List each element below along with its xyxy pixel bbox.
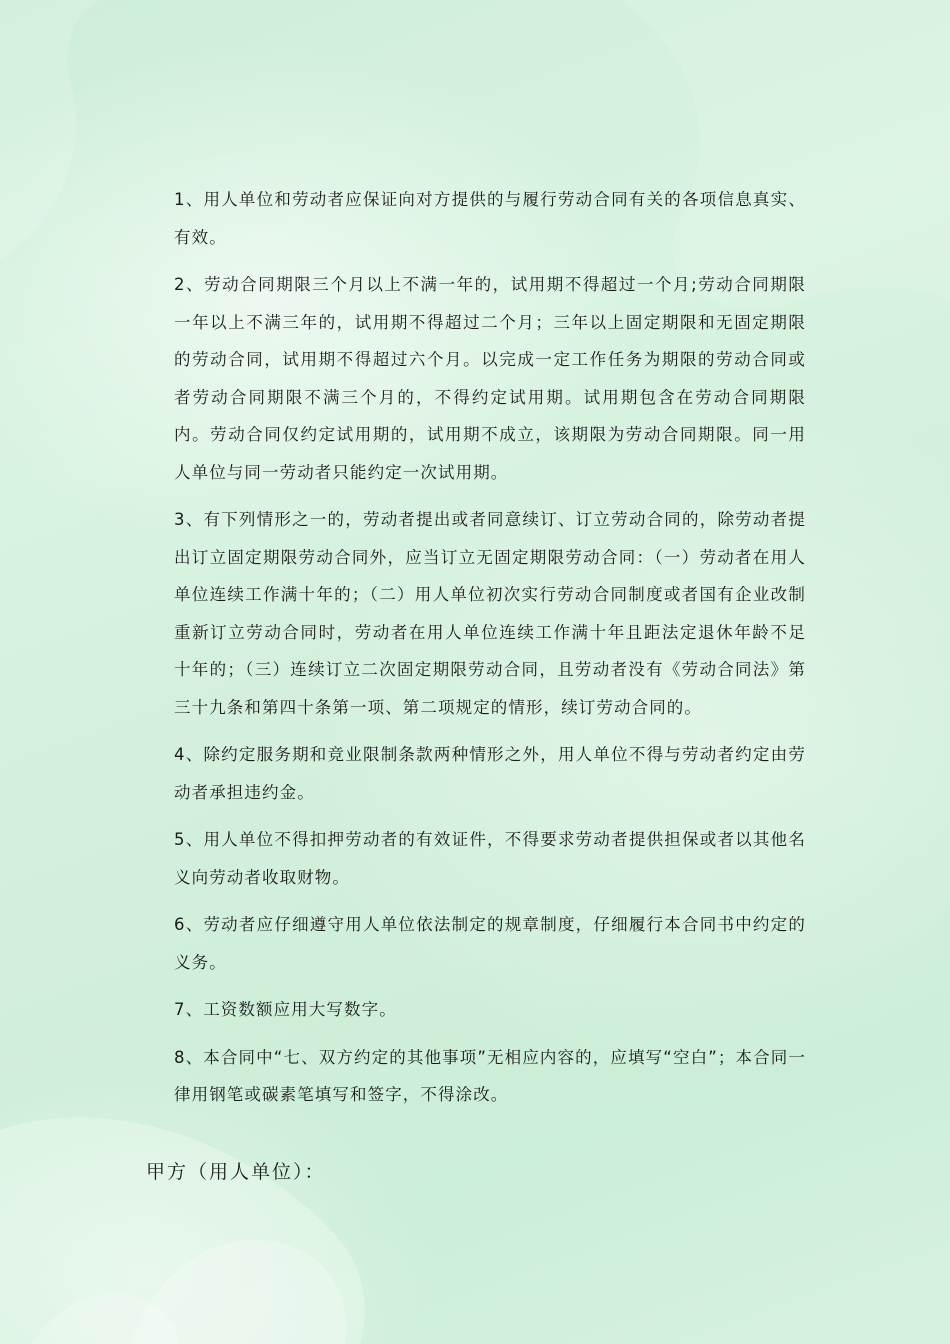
note-item-4: 4、除约定服务期和竞业限制条款两种情形之外，用人单位不得与劳动者约定由劳动者承担违约金。 xyxy=(174,745,806,802)
note-item-2: 2、劳动合同期限三个月以上不满一年的，试用期不得超过一个月;劳动合同期限一年以上不满三年的，试用期不得超过二个月；三年以上固定期限和无固定期限的劳动合同，试用期不得超过六个月。以完成一定工作任务为期限的劳动合同或者劳动合同期限不满三个月的，不得约定试用期。试用期包含在劳动合同期限内。劳动合同仅约定试用期的，试用期不成立，该期限为劳动合同期限。同一用人单位与同一劳动者只能约定一次试用期。 xyxy=(174,275,806,482)
note-item-1: 1、用人单位和劳动者应保证向对方提供的与履行劳动合同有关的各项信息真实、有效。 xyxy=(174,190,806,247)
notes-body xyxy=(174,181,806,1124)
note-item-5: 5、用人单位不得扣押劳动者的有效证件，不得要求劳动者提供担保或者以其他名义向劳动者收取财物。 xyxy=(174,830,806,887)
party-a-signature-label: 甲方（用人单位）： xyxy=(146,1161,326,1183)
note-item-8: 8、本合同中“七、双方约定的其他事项”无相应内容的，应填写“空白”；本合同一律用钢笔或碳素笔填写和签字，不得涂改。 xyxy=(174,1047,806,1104)
note-item-7: 7、工资数额应用大写数字。 xyxy=(174,1000,397,1019)
note-item-6: 6、劳动者应仔细遵守用人单位依法制定的规章制度，仔细履行本合同书中约定的义务。 xyxy=(174,915,806,972)
note-item-3: 3、有下列情形之一的，劳动者提出或者同意续订、订立劳动合同的，除劳动者提出订立固定期限劳动合同外，应当订立无固定期限劳动合同：（一）劳动者在用人单位连续工作满十年的；（二）用人单位初次实行劳动合同制度或者国有企业改制重新订立劳动合同时，劳动者在用人单位连续工作满十年且距法定退休年龄不足十年的；（三）连续订立二次固定期限劳动合同，且劳动者没有《劳动合同法》第三十九条和第四十条第一项、第二项规定的情形，续订劳动合同的。 xyxy=(174,510,806,717)
